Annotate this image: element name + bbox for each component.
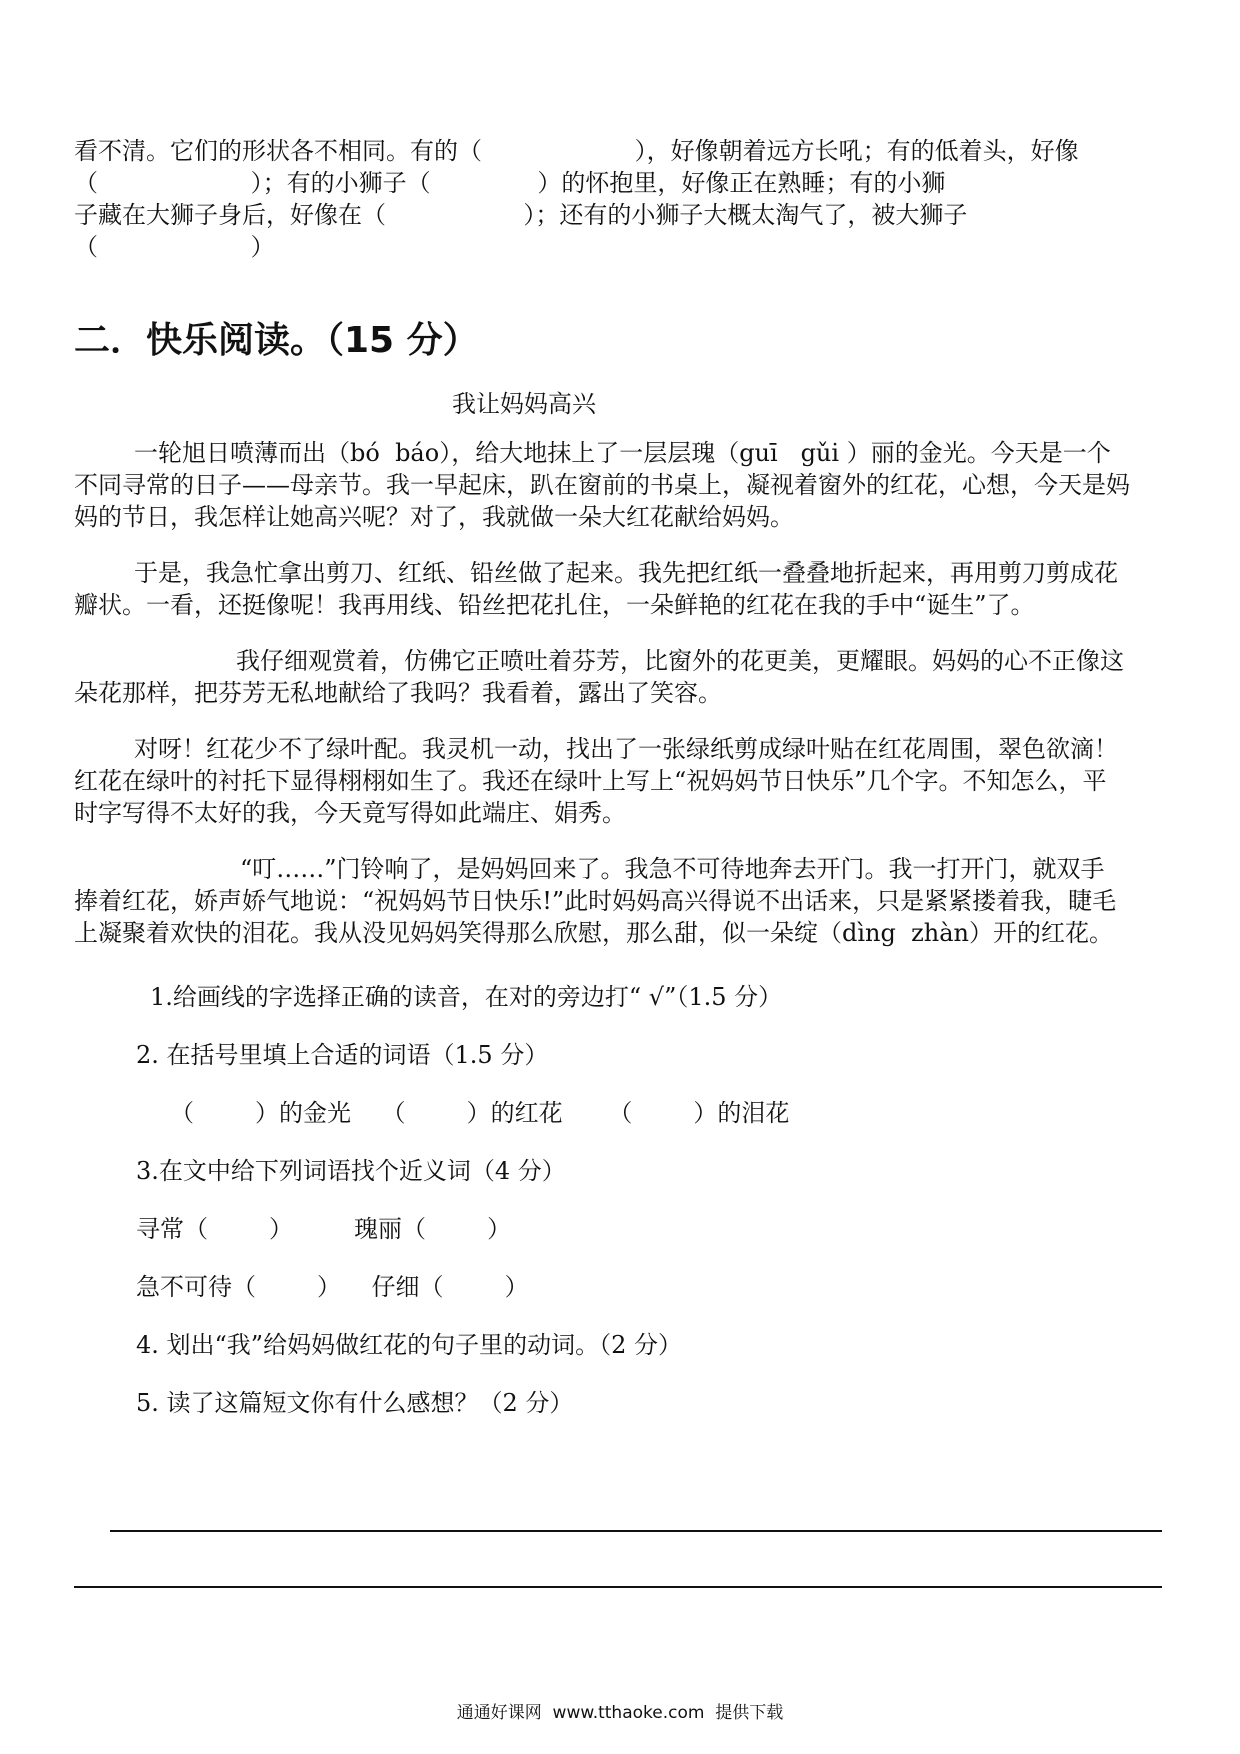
question-2-blanks: （ ）的金光 （ ）的红花 （ ）的泪花 xyxy=(170,1099,790,1127)
section-heading: 二．快乐阅读。（15 分） xyxy=(74,320,479,361)
story-line: “叮……”门铃响了，是妈妈回来了。我急不可待地奔去开门。我一打开门，就双手 xyxy=(240,855,1105,883)
story-line: 不同寻常的日子——母亲节。我一早起床，趴在窗前的书桌上，凝视着窗外的红花，心想，今天是妈 xyxy=(74,471,1130,499)
question-3-row-2: 急不可待（ ） 仔细（ ） xyxy=(136,1273,529,1301)
question-5: 5. 读了这篇短文你有什么感想？（2 分） xyxy=(136,1389,574,1417)
fill-line-4: （ ） xyxy=(74,233,275,261)
story-line: 上凝聚着欢快的泪花。我从没见妈妈笑得那么欣慰，那么甜，似一朵绽（dìng zhàn）开的红花。 xyxy=(74,919,1113,947)
fill-line-3: 子藏在大狮子身后，好像在（ ）；还有的小狮子大概太淘气了，被大狮子 xyxy=(74,201,968,229)
story-line: 于是，我急忙拿出剪刀、红纸、铅丝做了起来。我先把红纸一叠叠地折起来，再用剪刀剪成花 xyxy=(134,559,1118,587)
question-4: 4. 划出“我”给妈妈做红花的句子里的动词。（2 分） xyxy=(136,1331,682,1359)
question-3-row-1: 寻常（ ） 瑰丽（ ） xyxy=(136,1215,512,1243)
answer-line xyxy=(110,1530,1162,1532)
story-line: 红花在绿叶的衬托下显得栩栩如生了。我还在绿叶上写上“祝妈妈节日快乐”几个字。不知怎么，平 xyxy=(74,767,1107,795)
story-line: 时字写得不太好的我，今天竟写得如此端庄、娟秀。 xyxy=(74,799,626,827)
question-3: 3.在文中给下列词语找个近义词（4 分） xyxy=(136,1157,566,1185)
story-line: 朵花那样，把芬芳无私地献给了我吗？我看着，露出了笑容。 xyxy=(74,679,722,707)
story-line: 一轮旭日喷薄而出（bó báo），给大地抹上了一层层瑰（guī gǔi ）丽的金光。今天是一个 xyxy=(134,439,1111,467)
story-line: 妈的节日，我怎样让她高兴呢？对了，我就做一朵大红花献给妈妈。 xyxy=(74,503,794,531)
story-line: 瓣状。一看，还挺像呢！我再用线、铅丝把花扎住，一朵鲜艳的红花在我的手中“诞生”了。 xyxy=(74,591,1035,619)
question-1: 1.给画线的字选择正确的读音，在对的旁边打“ √”（1.5 分） xyxy=(150,983,783,1011)
story-title: 我让妈妈高兴 xyxy=(452,390,596,418)
story-line: 捧着红花，娇声娇气地说：“祝妈妈节日快乐!”此时妈妈高兴得说不出话来，只是紧紧搂着我，睫毛 xyxy=(74,887,1117,915)
fill-line-2: （ ）；有的小狮子（ ）的怀抱里，好像正在熟睡；有的小狮 xyxy=(74,169,946,197)
answer-line xyxy=(74,1586,1162,1588)
question-2: 2. 在括号里填上合适的词语（1.5 分） xyxy=(136,1041,549,1069)
footer: 通通好课网 www.tthaoke.com 提供下载 xyxy=(456,1703,784,1723)
story-line: 对呀！红花少不了绿叶配。我灵机一动，找出了一张绿纸剪成绿叶贴在红花周围，翠色欲滴！ xyxy=(134,735,1118,763)
fill-line-1: 看不清。它们的形状各不相同。有的（ ），好像朝着远方长吼；有的低着头，好像 xyxy=(74,137,1079,165)
story-line: 我仔细观赏着，仿佛它正喷吐着芬芳，比窗外的花更美，更耀眼。妈妈的心不正像这 xyxy=(236,647,1124,675)
